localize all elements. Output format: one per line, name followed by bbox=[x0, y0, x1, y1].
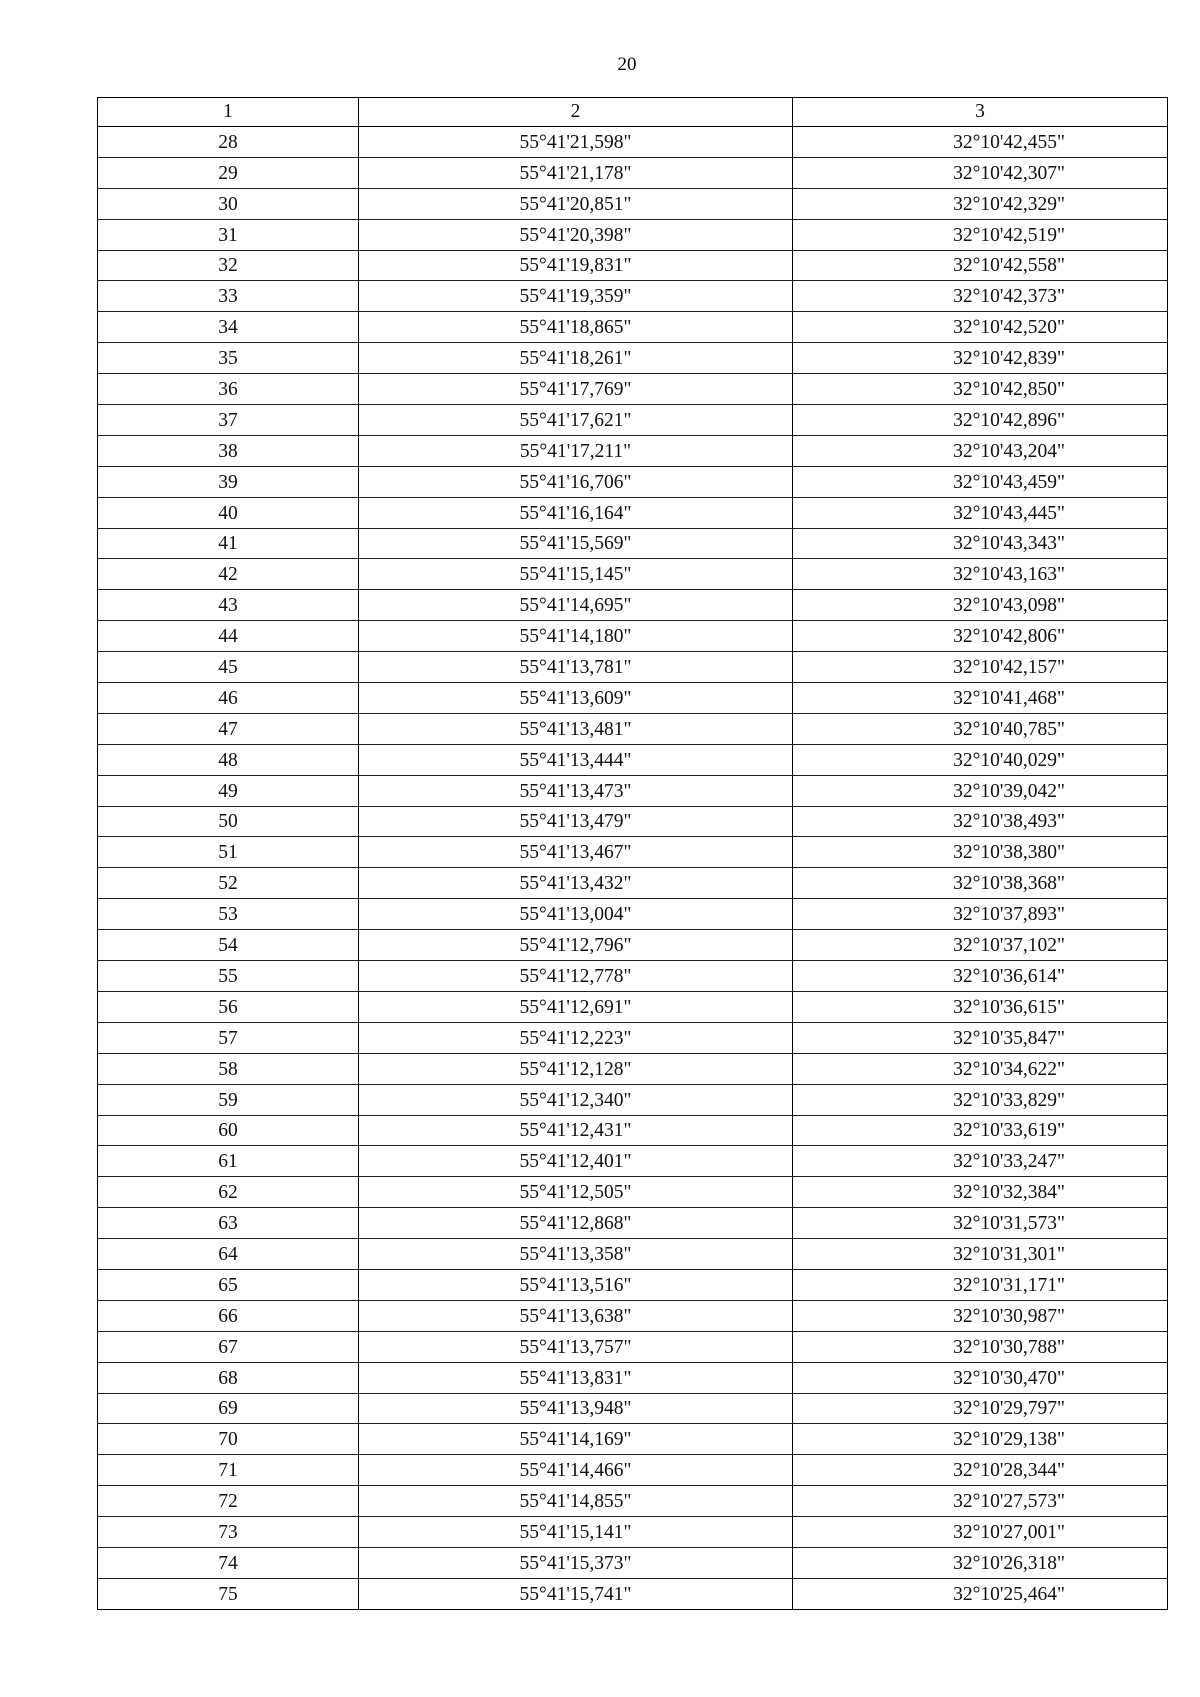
point-number-cell: 65 bbox=[98, 1269, 359, 1300]
table-row bbox=[98, 1424, 1168, 1455]
table-row bbox=[98, 1146, 1168, 1177]
longitude-cell: 32°10'31,301" bbox=[793, 1239, 1168, 1270]
table-row bbox=[98, 1177, 1168, 1208]
latitude-cell: 55°41'19,831" bbox=[359, 250, 793, 281]
table-row bbox=[98, 374, 1168, 405]
longitude-cell: 32°10'38,493" bbox=[793, 806, 1168, 837]
point-number-cell: 52 bbox=[98, 868, 359, 899]
point-number-cell: 29 bbox=[98, 157, 359, 188]
point-number-cell: 50 bbox=[98, 806, 359, 837]
table-row bbox=[98, 621, 1168, 652]
longitude-cell: 32°10'42,558" bbox=[793, 250, 1168, 281]
longitude-cell: 32°10'32,384" bbox=[793, 1177, 1168, 1208]
table-row bbox=[98, 652, 1168, 683]
latitude-cell: 55°41'12,505" bbox=[359, 1177, 793, 1208]
point-number-cell: 44 bbox=[98, 621, 359, 652]
table-row bbox=[98, 1053, 1168, 1084]
longitude-cell: 32°10'40,029" bbox=[793, 744, 1168, 775]
table-row bbox=[98, 219, 1168, 250]
point-number-cell: 36 bbox=[98, 374, 359, 405]
table-row bbox=[98, 1269, 1168, 1300]
latitude-cell: 55°41'20,398" bbox=[359, 219, 793, 250]
longitude-cell: 32°10'42,157" bbox=[793, 652, 1168, 683]
column-header-latitude: 2 bbox=[359, 98, 793, 127]
table-row bbox=[98, 1239, 1168, 1270]
latitude-cell: 55°41'17,621" bbox=[359, 405, 793, 436]
table-row bbox=[98, 590, 1168, 621]
longitude-cell: 32°10'43,163" bbox=[793, 559, 1168, 590]
latitude-cell: 55°41'21,178" bbox=[359, 157, 793, 188]
point-number-cell: 47 bbox=[98, 713, 359, 744]
table-row bbox=[98, 1208, 1168, 1239]
longitude-cell: 32°10'28,344" bbox=[793, 1455, 1168, 1486]
point-number-cell: 56 bbox=[98, 991, 359, 1022]
longitude-cell: 32°10'42,455" bbox=[793, 127, 1168, 158]
table-row bbox=[98, 713, 1168, 744]
longitude-cell: 32°10'41,468" bbox=[793, 683, 1168, 714]
longitude-cell: 32°10'42,896" bbox=[793, 405, 1168, 436]
point-number-cell: 40 bbox=[98, 497, 359, 528]
table-row bbox=[98, 528, 1168, 559]
table-row bbox=[98, 1393, 1168, 1424]
page-number: 20 bbox=[617, 54, 637, 75]
point-number-cell: 66 bbox=[98, 1300, 359, 1331]
point-number-cell: 70 bbox=[98, 1424, 359, 1455]
table-row bbox=[98, 1578, 1168, 1609]
table-header bbox=[98, 98, 1168, 127]
latitude-cell: 55°41'13,473" bbox=[359, 775, 793, 806]
latitude-cell: 55°41'16,164" bbox=[359, 497, 793, 528]
table-row bbox=[98, 1084, 1168, 1115]
longitude-cell: 32°10'42,520" bbox=[793, 312, 1168, 343]
latitude-cell: 55°41'13,781" bbox=[359, 652, 793, 683]
table-row bbox=[98, 343, 1168, 374]
table-row bbox=[98, 775, 1168, 806]
point-number-cell: 54 bbox=[98, 930, 359, 961]
table-row bbox=[98, 466, 1168, 497]
latitude-cell: 55°41'18,865" bbox=[359, 312, 793, 343]
longitude-cell: 32°10'36,614" bbox=[793, 961, 1168, 992]
latitude-cell: 55°41'14,466" bbox=[359, 1455, 793, 1486]
latitude-cell: 55°41'13,467" bbox=[359, 837, 793, 868]
table-row bbox=[98, 899, 1168, 930]
point-number-cell: 69 bbox=[98, 1393, 359, 1424]
point-number-cell: 53 bbox=[98, 899, 359, 930]
latitude-cell: 55°41'12,340" bbox=[359, 1084, 793, 1115]
latitude-cell: 55°41'13,948" bbox=[359, 1393, 793, 1424]
longitude-cell: 32°10'29,797" bbox=[793, 1393, 1168, 1424]
point-number-cell: 30 bbox=[98, 188, 359, 219]
point-number-cell: 38 bbox=[98, 435, 359, 466]
latitude-cell: 55°41'12,128" bbox=[359, 1053, 793, 1084]
latitude-cell: 55°41'13,757" bbox=[359, 1331, 793, 1362]
latitude-cell: 55°41'13,004" bbox=[359, 899, 793, 930]
table-row bbox=[98, 837, 1168, 868]
table-row bbox=[98, 281, 1168, 312]
table-row bbox=[98, 312, 1168, 343]
column-header-point-number: 1 bbox=[98, 98, 359, 127]
table-row bbox=[98, 1115, 1168, 1146]
table-row bbox=[98, 1022, 1168, 1053]
table-row bbox=[98, 1455, 1168, 1486]
latitude-cell: 55°41'15,141" bbox=[359, 1517, 793, 1548]
longitude-cell: 32°10'34,622" bbox=[793, 1053, 1168, 1084]
longitude-cell: 32°10'25,464" bbox=[793, 1578, 1168, 1609]
longitude-cell: 32°10'42,307" bbox=[793, 157, 1168, 188]
point-number-cell: 67 bbox=[98, 1331, 359, 1362]
point-number-cell: 34 bbox=[98, 312, 359, 343]
point-number-cell: 57 bbox=[98, 1022, 359, 1053]
longitude-cell: 32°10'42,850" bbox=[793, 374, 1168, 405]
coordinates-table bbox=[97, 97, 1168, 1610]
longitude-cell: 32°10'33,829" bbox=[793, 1084, 1168, 1115]
table-row bbox=[98, 683, 1168, 714]
table-row bbox=[98, 930, 1168, 961]
latitude-cell: 55°41'12,778" bbox=[359, 961, 793, 992]
point-number-cell: 31 bbox=[98, 219, 359, 250]
table-row bbox=[98, 1362, 1168, 1393]
point-number-cell: 28 bbox=[98, 127, 359, 158]
longitude-cell: 32°10'43,098" bbox=[793, 590, 1168, 621]
latitude-cell: 55°41'21,598" bbox=[359, 127, 793, 158]
point-number-cell: 71 bbox=[98, 1455, 359, 1486]
latitude-cell: 55°41'14,855" bbox=[359, 1486, 793, 1517]
longitude-cell: 32°10'30,470" bbox=[793, 1362, 1168, 1393]
latitude-cell: 55°41'19,359" bbox=[359, 281, 793, 312]
point-number-cell: 33 bbox=[98, 281, 359, 312]
latitude-cell: 55°41'17,769" bbox=[359, 374, 793, 405]
longitude-cell: 32°10'30,987" bbox=[793, 1300, 1168, 1331]
table-row bbox=[98, 1547, 1168, 1578]
point-number-cell: 74 bbox=[98, 1547, 359, 1578]
latitude-cell: 55°41'12,868" bbox=[359, 1208, 793, 1239]
table-row bbox=[98, 250, 1168, 281]
longitude-cell: 32°10'42,329" bbox=[793, 188, 1168, 219]
latitude-cell: 55°41'17,211" bbox=[359, 435, 793, 466]
point-number-cell: 64 bbox=[98, 1239, 359, 1270]
latitude-cell: 55°41'14,695" bbox=[359, 590, 793, 621]
latitude-cell: 55°41'13,609" bbox=[359, 683, 793, 714]
table-row bbox=[98, 806, 1168, 837]
table-row bbox=[98, 961, 1168, 992]
latitude-cell: 55°41'15,373" bbox=[359, 1547, 793, 1578]
longitude-cell: 32°10'37,102" bbox=[793, 930, 1168, 961]
latitude-cell: 55°41'16,706" bbox=[359, 466, 793, 497]
latitude-cell: 55°41'12,401" bbox=[359, 1146, 793, 1177]
point-number-cell: 46 bbox=[98, 683, 359, 714]
point-number-cell: 60 bbox=[98, 1115, 359, 1146]
table-row bbox=[98, 127, 1168, 158]
point-number-cell: 37 bbox=[98, 405, 359, 436]
point-number-cell: 45 bbox=[98, 652, 359, 683]
header-row bbox=[98, 98, 1168, 127]
table-row bbox=[98, 868, 1168, 899]
longitude-cell: 32°10'37,893" bbox=[793, 899, 1168, 930]
latitude-cell: 55°41'13,831" bbox=[359, 1362, 793, 1393]
point-number-cell: 63 bbox=[98, 1208, 359, 1239]
latitude-cell: 55°41'18,261" bbox=[359, 343, 793, 374]
longitude-cell: 32°10'42,519" bbox=[793, 219, 1168, 250]
point-number-cell: 39 bbox=[98, 466, 359, 497]
point-number-cell: 51 bbox=[98, 837, 359, 868]
point-number-cell: 55 bbox=[98, 961, 359, 992]
latitude-cell: 55°41'14,169" bbox=[359, 1424, 793, 1455]
longitude-cell: 32°10'43,343" bbox=[793, 528, 1168, 559]
table-row bbox=[98, 559, 1168, 590]
latitude-cell: 55°41'13,638" bbox=[359, 1300, 793, 1331]
point-number-cell: 49 bbox=[98, 775, 359, 806]
table-row bbox=[98, 991, 1168, 1022]
latitude-cell: 55°41'12,691" bbox=[359, 991, 793, 1022]
table-row bbox=[98, 744, 1168, 775]
table-body bbox=[98, 127, 1168, 1610]
point-number-cell: 42 bbox=[98, 559, 359, 590]
longitude-cell: 32°10'38,368" bbox=[793, 868, 1168, 899]
table-row bbox=[98, 1486, 1168, 1517]
point-number-cell: 58 bbox=[98, 1053, 359, 1084]
longitude-cell: 32°10'30,788" bbox=[793, 1331, 1168, 1362]
point-number-cell: 68 bbox=[98, 1362, 359, 1393]
longitude-cell: 32°10'39,042" bbox=[793, 775, 1168, 806]
longitude-cell: 32°10'33,619" bbox=[793, 1115, 1168, 1146]
point-number-cell: 62 bbox=[98, 1177, 359, 1208]
point-number-cell: 43 bbox=[98, 590, 359, 621]
latitude-cell: 55°41'13,358" bbox=[359, 1239, 793, 1270]
longitude-cell: 32°10'36,615" bbox=[793, 991, 1168, 1022]
latitude-cell: 55°41'12,431" bbox=[359, 1115, 793, 1146]
longitude-cell: 32°10'31,171" bbox=[793, 1269, 1168, 1300]
latitude-cell: 55°41'12,223" bbox=[359, 1022, 793, 1053]
longitude-cell: 32°10'42,839" bbox=[793, 343, 1168, 374]
table-row bbox=[98, 188, 1168, 219]
longitude-cell: 32°10'35,847" bbox=[793, 1022, 1168, 1053]
table-row bbox=[98, 497, 1168, 528]
longitude-cell: 32°10'27,001" bbox=[793, 1517, 1168, 1548]
latitude-cell: 55°41'15,741" bbox=[359, 1578, 793, 1609]
column-header-longitude: 3 bbox=[793, 98, 1168, 127]
longitude-cell: 32°10'42,373" bbox=[793, 281, 1168, 312]
latitude-cell: 55°41'15,569" bbox=[359, 528, 793, 559]
latitude-cell: 55°41'13,479" bbox=[359, 806, 793, 837]
longitude-cell: 32°10'26,318" bbox=[793, 1547, 1168, 1578]
point-number-cell: 48 bbox=[98, 744, 359, 775]
longitude-cell: 32°10'43,204" bbox=[793, 435, 1168, 466]
longitude-cell: 32°10'43,459" bbox=[793, 466, 1168, 497]
longitude-cell: 32°10'29,138" bbox=[793, 1424, 1168, 1455]
latitude-cell: 55°41'12,796" bbox=[359, 930, 793, 961]
latitude-cell: 55°41'13,444" bbox=[359, 744, 793, 775]
longitude-cell: 32°10'43,445" bbox=[793, 497, 1168, 528]
latitude-cell: 55°41'13,481" bbox=[359, 713, 793, 744]
longitude-cell: 32°10'27,573" bbox=[793, 1486, 1168, 1517]
longitude-cell: 32°10'38,380" bbox=[793, 837, 1168, 868]
table-row bbox=[98, 1331, 1168, 1362]
latitude-cell: 55°41'14,180" bbox=[359, 621, 793, 652]
point-number-cell: 41 bbox=[98, 528, 359, 559]
longitude-cell: 32°10'33,247" bbox=[793, 1146, 1168, 1177]
table-row bbox=[98, 1300, 1168, 1331]
longitude-cell: 32°10'31,573" bbox=[793, 1208, 1168, 1239]
point-number-cell: 32 bbox=[98, 250, 359, 281]
latitude-cell: 55°41'13,516" bbox=[359, 1269, 793, 1300]
point-number-cell: 35 bbox=[98, 343, 359, 374]
latitude-cell: 55°41'15,145" bbox=[359, 559, 793, 590]
table-row bbox=[98, 157, 1168, 188]
latitude-cell: 55°41'20,851" bbox=[359, 188, 793, 219]
latitude-cell: 55°41'13,432" bbox=[359, 868, 793, 899]
longitude-cell: 32°10'40,785" bbox=[793, 713, 1168, 744]
point-number-cell: 61 bbox=[98, 1146, 359, 1177]
table-row bbox=[98, 1517, 1168, 1548]
point-number-cell: 59 bbox=[98, 1084, 359, 1115]
longitude-cell: 32°10'42,806" bbox=[793, 621, 1168, 652]
table-row bbox=[98, 405, 1168, 436]
point-number-cell: 75 bbox=[98, 1578, 359, 1609]
point-number-cell: 73 bbox=[98, 1517, 359, 1548]
point-number-cell: 72 bbox=[98, 1486, 359, 1517]
table-row bbox=[98, 435, 1168, 466]
